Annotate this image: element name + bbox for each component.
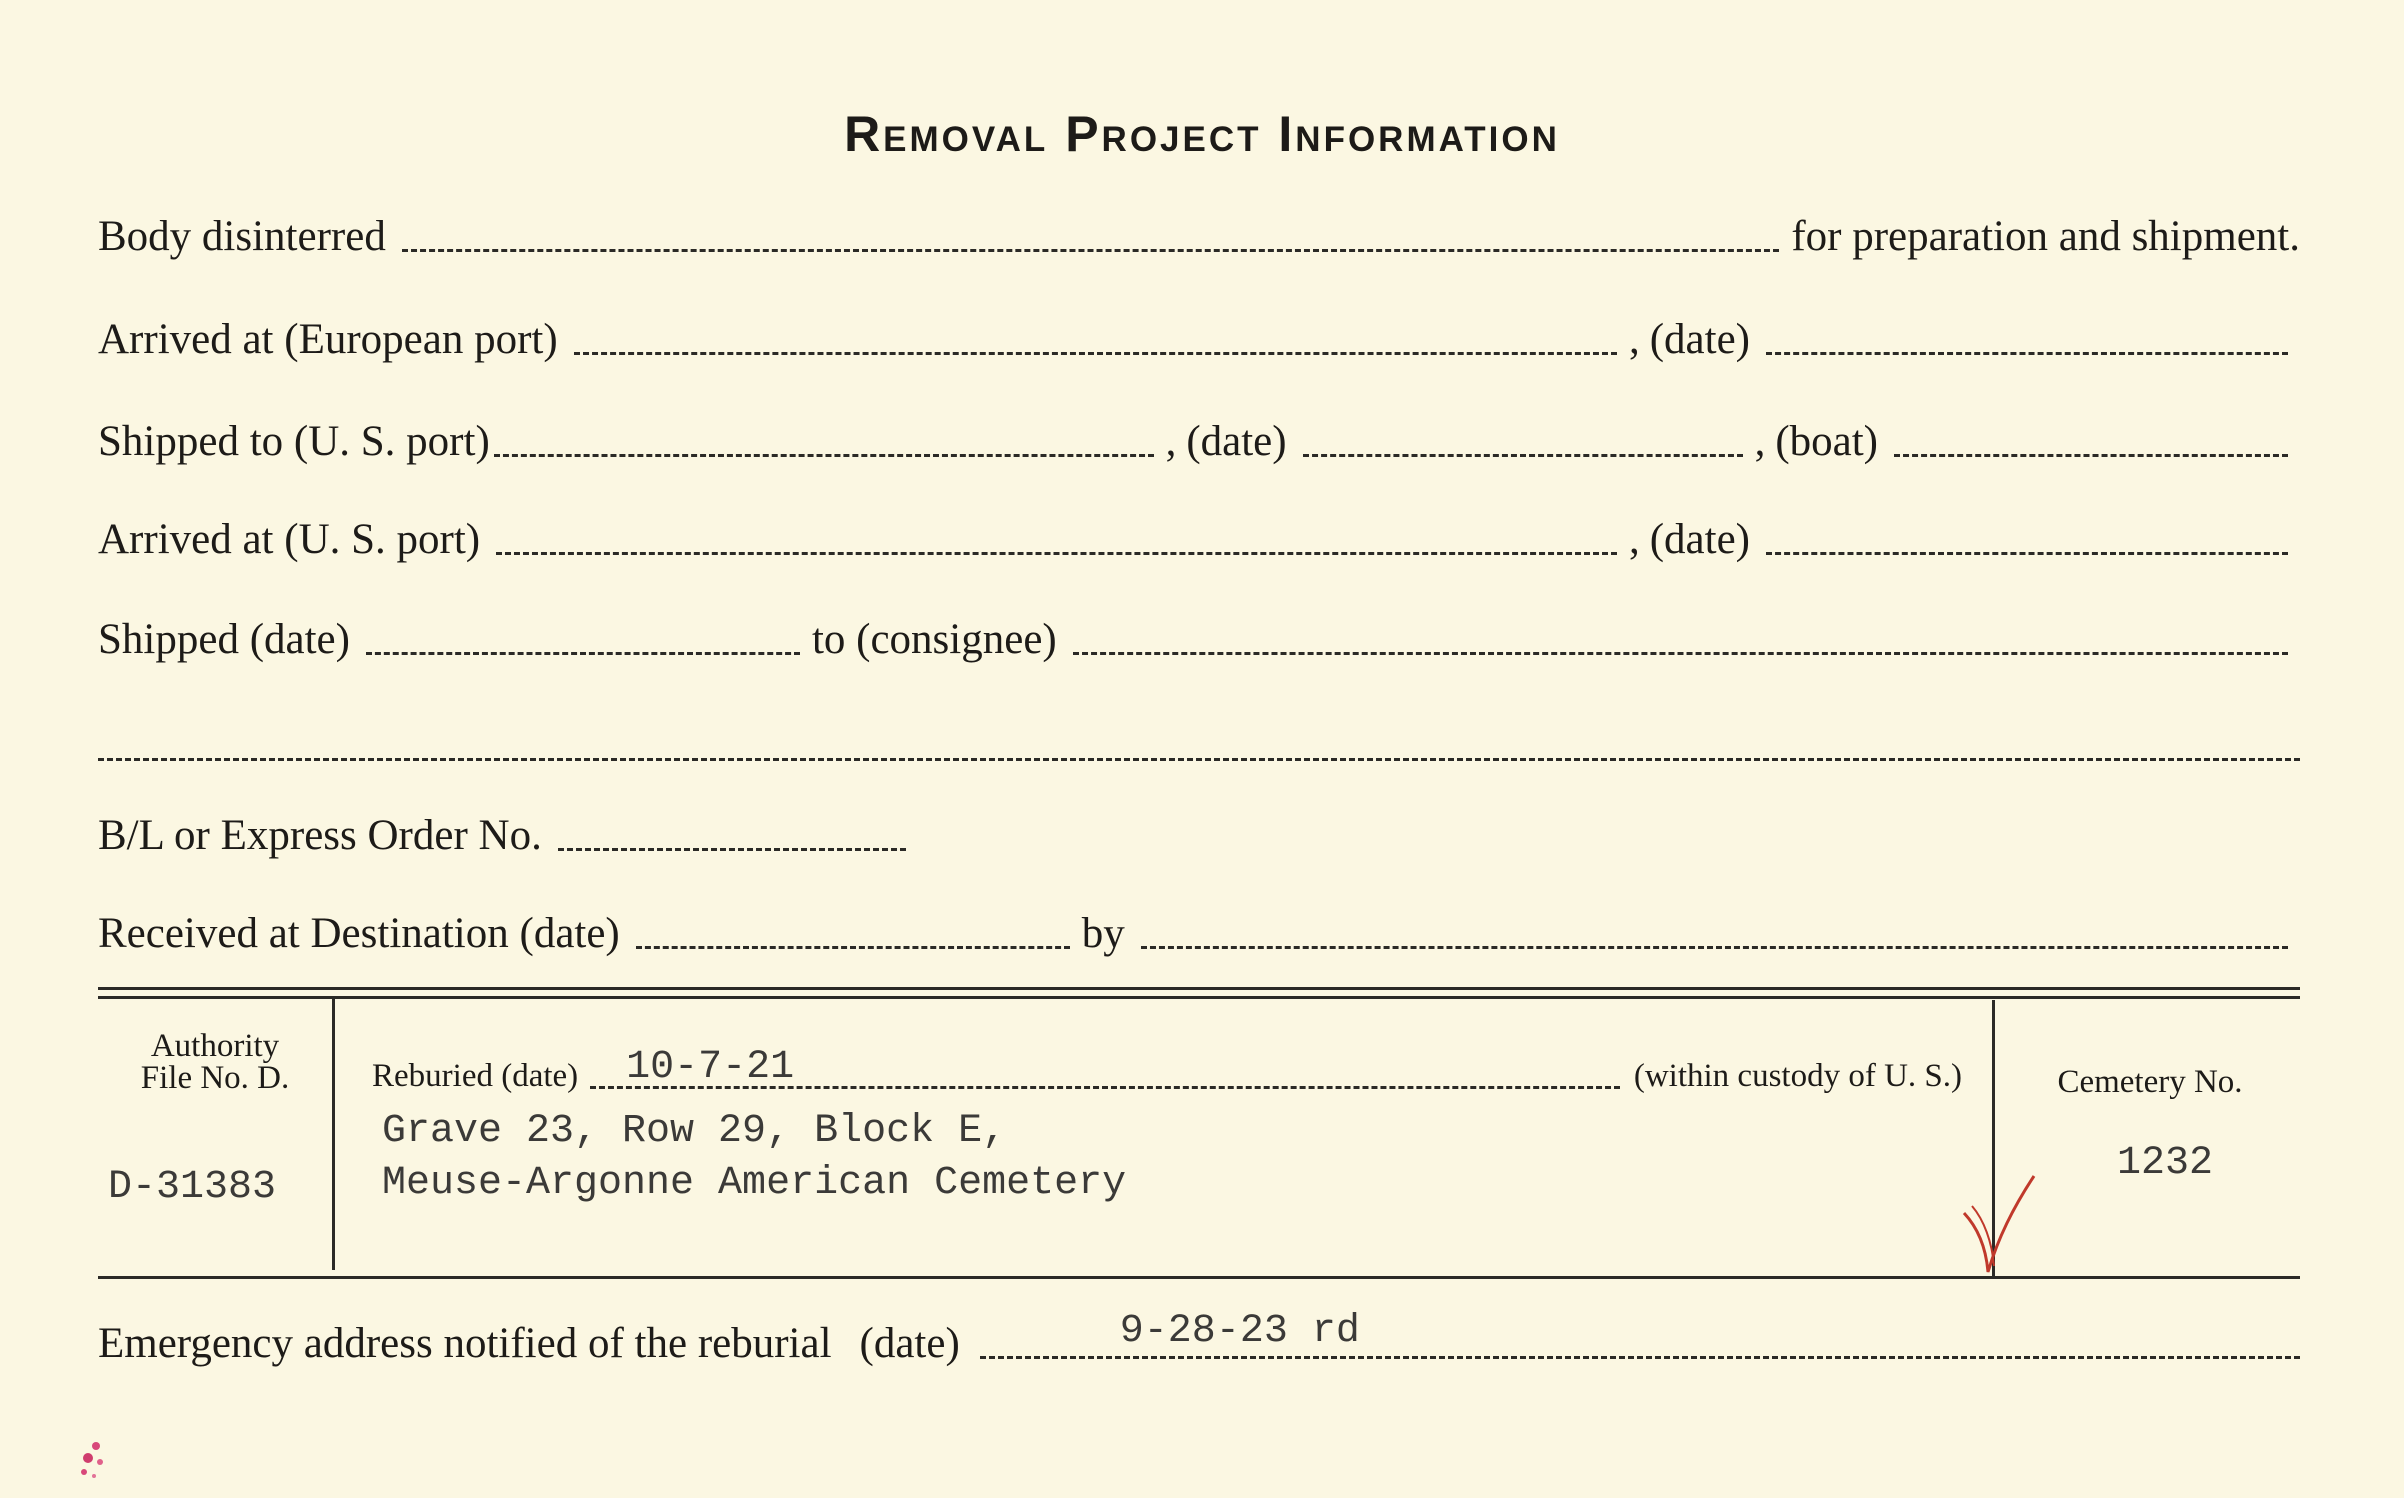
received-date-field[interactable] (636, 946, 1070, 949)
reburied-date-field[interactable] (590, 1045, 1620, 1090)
for-preparation-label: for preparation and shipment. (1791, 213, 2300, 260)
shipped-to-us-row (98, 420, 2300, 463)
bl-order-label: B/L or Express Order No. (98, 812, 542, 859)
european-date-field[interactable] (1766, 352, 2288, 355)
custody-note: (within custody of U. S.) (1633, 1058, 1962, 1094)
arrived-us-port-field[interactable] (496, 552, 1617, 555)
consignee-field[interactable] (1073, 652, 2288, 655)
body-disinterred-row (98, 215, 2300, 258)
reburied-row (372, 1045, 1962, 1094)
us-port-field[interactable] (494, 454, 1154, 457)
file-no-label: File No. D. (140, 1060, 290, 1096)
european-port-field[interactable] (574, 352, 1617, 355)
location-line-1: Grave 23, Row 29, Block E, (382, 1109, 1007, 1154)
arrived-european-row (98, 318, 2300, 361)
location-line-2: Meuse-Argonne American Cemetery (382, 1161, 1127, 1206)
to-consignee-label: to (consignee) (811, 616, 1057, 663)
ship-date-field[interactable] (1303, 454, 1743, 457)
bl-order-field[interactable] (558, 848, 906, 851)
bl-order-row (98, 814, 2300, 857)
reburied-date-value: 10-7-21 (626, 1045, 795, 1090)
comma-separator: , (1754, 418, 1766, 465)
cemetery-no-label: Cemetery No. (2057, 1064, 2243, 1100)
boat-field[interactable] (1894, 454, 2288, 457)
received-destination-row (98, 912, 2300, 955)
shipped-to-us-label: Shipped to (U. S. port) (98, 418, 490, 465)
shipped-date-label: Shipped (date) (98, 616, 350, 663)
shipped-date-field[interactable] (366, 652, 800, 655)
arrived-us-date-field[interactable] (1766, 552, 2288, 555)
arrived-us-label: Arrived at (U. S. port) (98, 516, 481, 563)
date-label: (date) (1649, 316, 1750, 363)
received-destination-label: Received at Destination (date) (98, 910, 620, 957)
shipped-consignee-row (98, 618, 2300, 661)
emergency-date-field[interactable] (980, 1309, 2300, 1359)
red-check-mark-icon (1958, 1168, 2038, 1278)
body-disinterred-field[interactable] (402, 249, 1779, 252)
consignee-continuation-field[interactable] (98, 758, 2300, 761)
bottom-rule (98, 1276, 2300, 1279)
comma-separator: , (1165, 418, 1177, 465)
cemetery-number-value: 1232 (2116, 1141, 2213, 1186)
by-label: by (1081, 910, 1125, 957)
emergency-label: Emergency address notified of the reburial (98, 1320, 832, 1367)
boat-label: (boat) (1775, 418, 1878, 465)
emergency-date-label: (date) (859, 1320, 960, 1367)
date-label: (date) (1649, 516, 1750, 563)
page-title: Removal Project Information (844, 106, 1560, 162)
emergency-row (98, 1309, 2300, 1367)
file-number-value: D-31383 (108, 1165, 277, 1210)
date-label: (date) (1186, 418, 1287, 465)
emergency-date-value: 9-28-23 rd (1119, 1309, 1360, 1354)
top-rule-2 (98, 996, 2300, 999)
reburied-label: Reburied (date) (372, 1058, 579, 1094)
authority-label: Authority (150, 1028, 280, 1064)
column-divider-left (332, 996, 335, 1270)
arrived-european-label: Arrived at (European port) (98, 316, 558, 363)
body-disinterred-label: Body disinterred (98, 213, 386, 260)
received-by-field[interactable] (1141, 946, 2288, 949)
top-rule (98, 987, 2300, 990)
comma-separator: , (1628, 516, 1640, 563)
ink-stain-decoration (68, 1432, 128, 1492)
arrived-us-row (98, 518, 2300, 561)
comma-separator: , (1628, 316, 1640, 363)
